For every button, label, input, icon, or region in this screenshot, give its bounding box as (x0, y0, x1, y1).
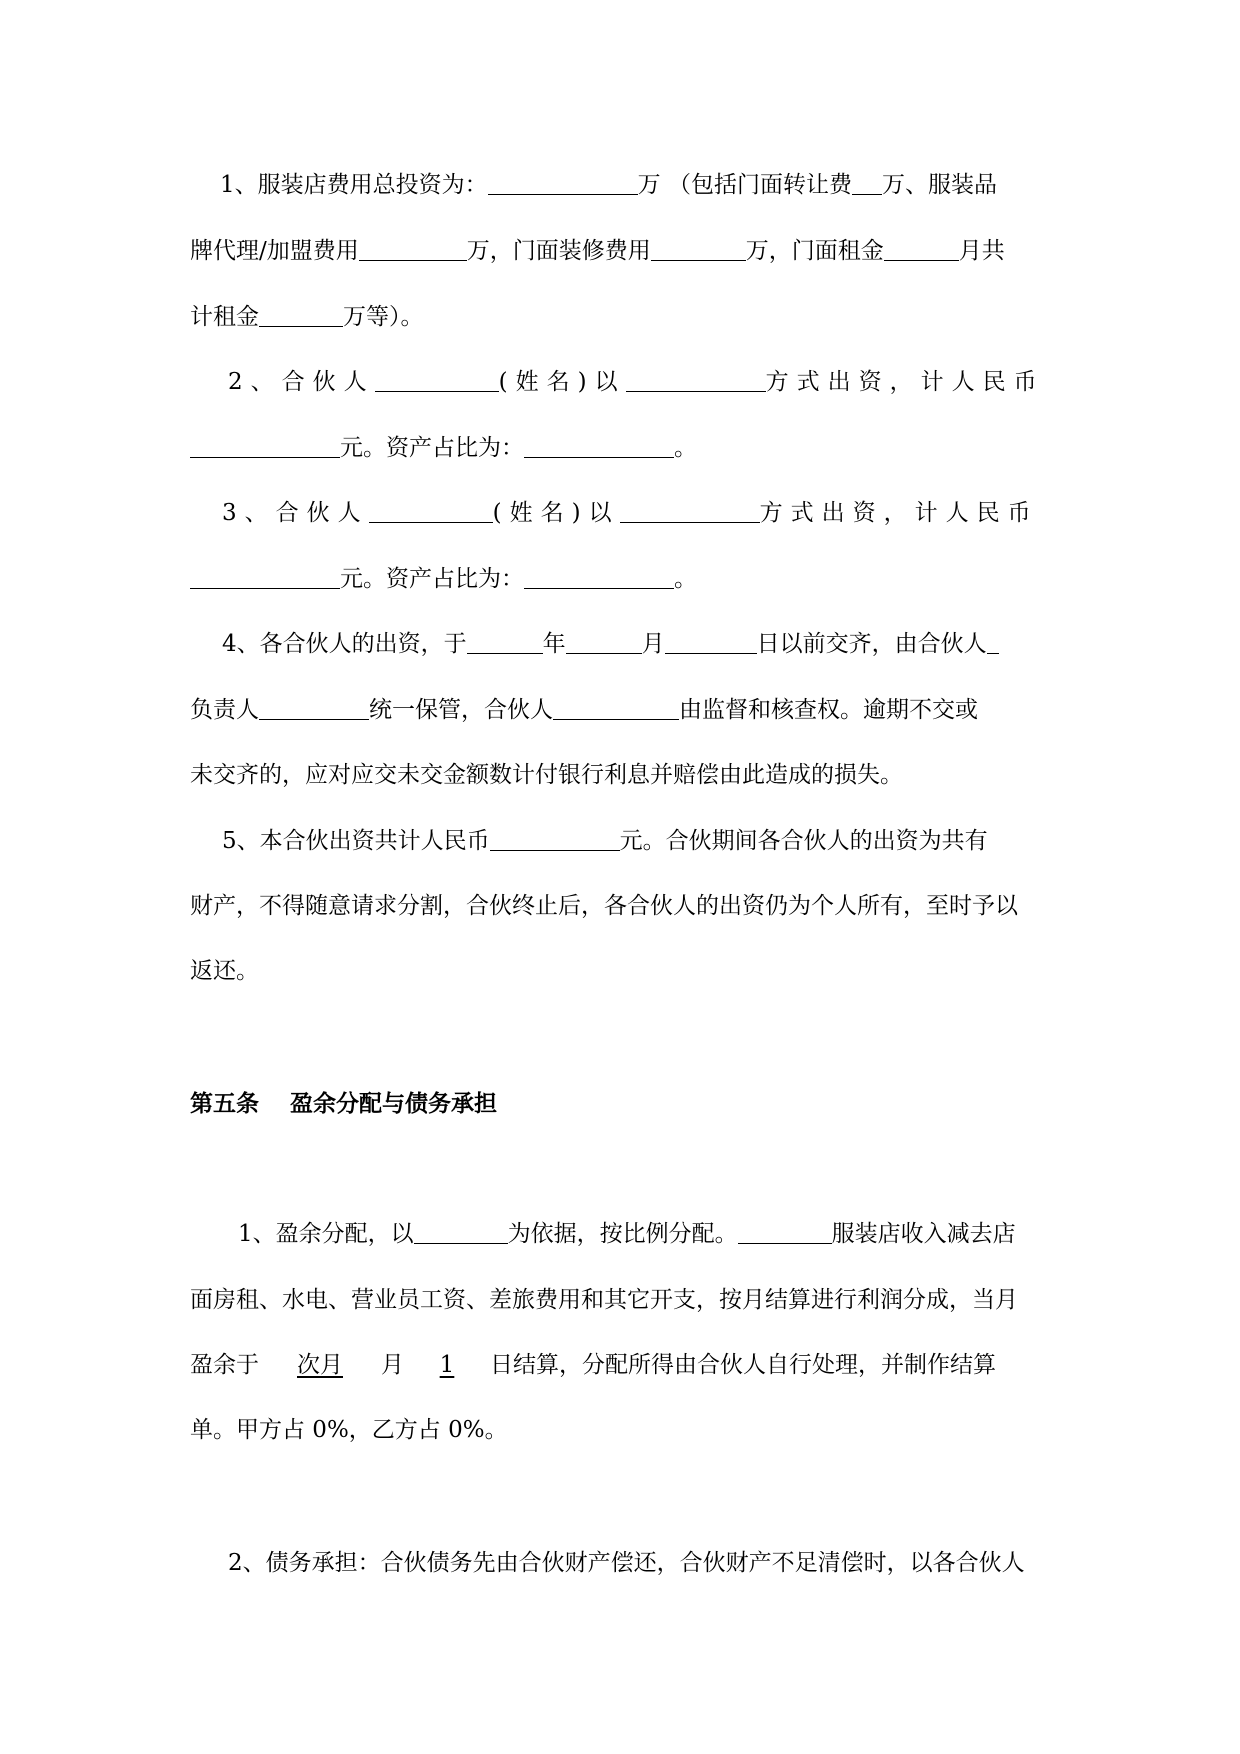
blank-partner[interactable] (987, 631, 999, 654)
text: 年 (542, 631, 566, 657)
blank-amount[interactable] (190, 566, 340, 589)
s4-p1-line2 (190, 236, 1056, 266)
blank-total-rent[interactable] (259, 304, 343, 327)
text: 未交齐的，应对应交未交金额数计付银行利息并赔偿由此造成的损失。 (190, 762, 903, 788)
text: 盈余于 (190, 1352, 259, 1378)
blank-store-name[interactable] (738, 1221, 832, 1244)
s4-p3-line2 (190, 564, 1056, 594)
text: 面房租、水电、营业员工资、差旅费用和其它开支，按月结算进行利润分成，当月 (190, 1287, 1018, 1313)
blank-franchise-fee[interactable] (359, 238, 467, 261)
blank-partner-name[interactable] (375, 369, 499, 392)
text: 万，门面装修费用 (466, 238, 651, 264)
text: 万，门面租金 (745, 238, 884, 264)
text: 2、合伙人 (228, 369, 375, 395)
text: 。 (674, 435, 697, 461)
blank-total-amount[interactable] (490, 828, 620, 851)
text: 返还。 (190, 958, 259, 984)
blank-basis[interactable] (414, 1221, 508, 1244)
s5-p1-line1 (238, 1219, 1056, 1249)
text: 2、债务承担：合伙债务先由合伙财产偿还，合伙财产不足清偿时，以各合伙人 (228, 1550, 1025, 1576)
blank-share[interactable] (524, 435, 674, 458)
blank-total-investment[interactable] (488, 172, 638, 195)
s4-p3-line1 (222, 498, 1056, 528)
text: 服装店收入减去店 (831, 1221, 1016, 1247)
text: 方式出资，计人民币 (765, 369, 1045, 395)
text: 统一保管，合伙人 (369, 697, 553, 723)
section-title: 第五条 盈余分配与债务承担 (190, 1091, 498, 1117)
text: 由监督和核查权。逾期不交或 (679, 697, 978, 723)
text: 计租金 (190, 304, 259, 330)
text: 负责人 (190, 697, 259, 723)
text: 为依据，按比例分配。 (507, 1221, 738, 1247)
s4-p5-line3 (190, 956, 1056, 986)
filled-day[interactable]: 1 (439, 1352, 455, 1378)
s5-p1-line4 (190, 1415, 1056, 1445)
text: 单。甲方占 0%，乙方占 0%。 (190, 1417, 508, 1443)
s4-p1-line1 (220, 170, 1056, 200)
text: 万等）。 (343, 304, 424, 330)
blank-contribution-method[interactable] (620, 500, 760, 523)
text: 元。资产占比为： (340, 566, 524, 592)
blank-rent-months[interactable] (884, 238, 959, 261)
s4-p1-line3 (190, 302, 1056, 332)
s5-p1-line3 (190, 1350, 1056, 1380)
blank-supervisor[interactable] (553, 697, 679, 720)
s4-p5-line1 (222, 826, 1056, 856)
text: 牌代理/加盟费用 (190, 238, 359, 264)
s4-p4-line3 (190, 760, 1056, 790)
text: (姓名)以 (492, 500, 620, 526)
filled-next-month[interactable]: 次月 (297, 1352, 343, 1378)
s5-p2-line1 (228, 1548, 1056, 1578)
s4-p4-line2 (190, 695, 1056, 725)
blank-year[interactable] (467, 631, 543, 654)
text: 方式出资，计人民币 (759, 500, 1039, 526)
blank-decoration-fee[interactable] (651, 238, 746, 261)
text: 月共 (958, 238, 1005, 264)
text: 月 (641, 631, 665, 657)
text: 。 (674, 566, 697, 592)
blank-month[interactable] (566, 631, 642, 654)
section-heading (190, 1089, 1056, 1119)
s4-p5-line2 (190, 891, 1056, 921)
text: 日以前交齐，由合伙人 (756, 631, 987, 657)
text: 3、合伙人 (222, 500, 369, 526)
text: 月 (381, 1352, 404, 1378)
text: 5、本合伙出资共计人民币 (222, 828, 490, 854)
s4-p2-line2 (190, 433, 1056, 463)
blank-amount[interactable] (190, 435, 340, 458)
text: 日结算，分配所得由合伙人自行处理，并制作结算 (490, 1352, 996, 1378)
text: 1、服装店费用总投资为： (220, 172, 488, 198)
s4-p2-line1 (228, 367, 1056, 397)
text: 元。资产占比为： (340, 435, 524, 461)
blank-custodian[interactable] (259, 697, 369, 720)
text: 财产，不得随意请求分割，合伙终止后，各合伙人的出资仍为个人所有，至时予以 (190, 893, 1018, 919)
blank-contribution-method[interactable] (626, 369, 766, 392)
text: 元。合伙期间各合伙人的出资为共有 (619, 828, 988, 854)
text: 万 （包括门面转让费 (637, 172, 852, 198)
text: (姓名)以 (498, 369, 626, 395)
blank-share[interactable] (524, 566, 674, 589)
text: 4、各合伙人的出资，于 (222, 631, 467, 657)
s4-p4-line1 (222, 629, 1056, 659)
text: 1、盈余分配，以 (238, 1221, 414, 1247)
blank-transfer-fee[interactable] (852, 172, 882, 195)
blank-day[interactable] (665, 631, 757, 654)
s5-p1-line2 (190, 1285, 1056, 1315)
blank-partner-name[interactable] (369, 500, 493, 523)
text: 万、服装品 (881, 172, 997, 198)
